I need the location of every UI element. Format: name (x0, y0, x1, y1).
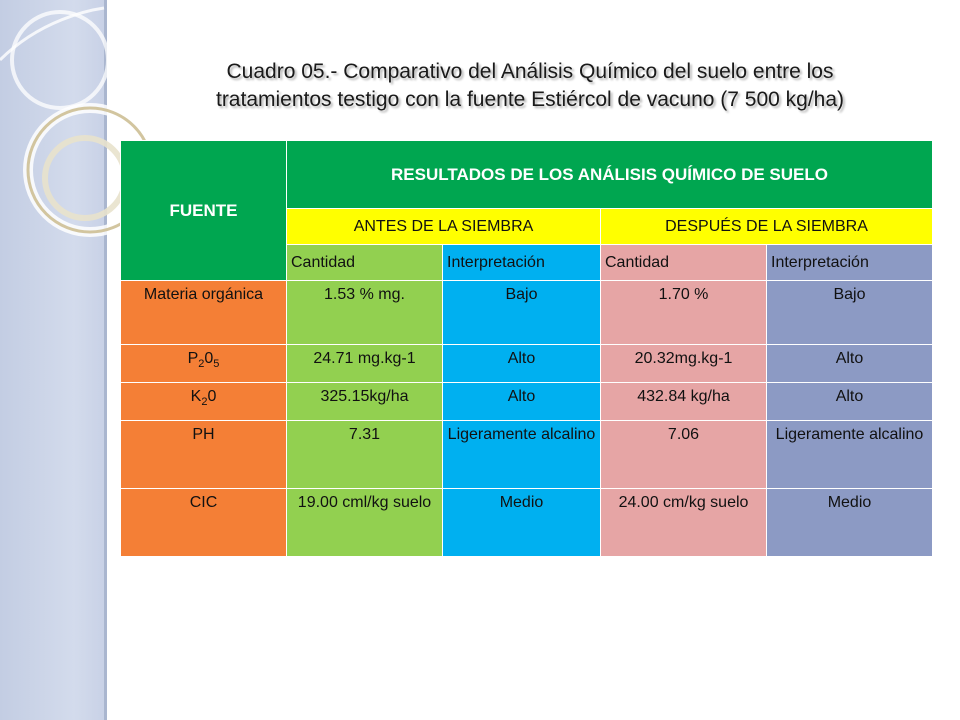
fuente-mid: 0 (204, 350, 214, 367)
fuente-subscript: 2 (201, 396, 208, 409)
table-row (121, 489, 933, 557)
row-cantidad-despues: 432.84 kg/ha (601, 383, 767, 421)
row-cantidad-antes: 325.15kg/ha (287, 383, 443, 421)
row-interp-despues: Alto (767, 345, 933, 383)
sub-header-interp-despues: Interpretación (767, 245, 933, 281)
row-fuente (121, 383, 287, 421)
table-row (121, 421, 933, 489)
ring-small (45, 138, 125, 218)
row-interp-antes: Bajo (443, 281, 601, 345)
slide-title (130, 58, 930, 114)
row-cantidad-antes: 24.71 mg.kg-1 (287, 345, 443, 383)
row-interp-antes: Ligeramente alcalino (443, 421, 601, 489)
row-cantidad-antes: 1.53 % mg. (287, 281, 443, 345)
title-line-1: Cuadro 05.- Comparativo del Análisis Químico del suelo entre los (226, 60, 834, 83)
period-header-despues: DESPUÉS DE LA SIEMBRA (601, 209, 933, 245)
ring-white (12, 12, 108, 108)
sub-header-interp-antes: Interpretación (443, 245, 601, 281)
fuente-header: FUENTE (121, 141, 287, 281)
row-fuente (121, 345, 287, 383)
main-header: RESULTADOS DE LOS ANÁLISIS QUÍMICO DE SUELO (287, 141, 933, 209)
row-cantidad-despues: 20.32mg.kg-1 (601, 345, 767, 383)
period-header-antes: ANTES DE LA SIEMBRA (287, 209, 601, 245)
row-cantidad-despues: 24.00 cm/kg suelo (601, 489, 767, 557)
fuente-mid: 0 (207, 388, 217, 405)
row-interp-despues: Alto (767, 383, 933, 421)
row-interp-despues: Ligeramente alcalino (767, 421, 933, 489)
row-fuente: Materia orgánica (121, 281, 287, 345)
table-row (121, 383, 933, 421)
table-row (121, 345, 933, 383)
fuente-base: K (190, 388, 202, 405)
row-interp-antes: Alto (443, 345, 601, 383)
row-interp-despues: Medio (767, 489, 933, 557)
soil-analysis-table (120, 140, 933, 557)
row-interp-antes: Alto (443, 383, 601, 421)
row-cantidad-antes: 19.00 cml/kg suelo (287, 489, 443, 557)
sub-header-cantidad-antes: Cantidad (287, 245, 443, 281)
table-row (121, 281, 933, 345)
fuente-base: P (187, 350, 199, 367)
row-fuente: CIC (121, 489, 287, 557)
row-interp-antes: Medio (443, 489, 601, 557)
row-interp-despues: Bajo (767, 281, 933, 345)
row-fuente: PH (121, 421, 287, 489)
title-line-2: tratamientos testigo con la fuente Estiércol de vacuno (7 500 kg/ha) (215, 88, 845, 111)
fuente-subscript: 2 (198, 358, 205, 371)
sub-header-cantidad-despues: Cantidad (601, 245, 767, 281)
fuente-subscript: 5 (213, 358, 220, 371)
row-cantidad-despues: 7.06 (601, 421, 767, 489)
row-cantidad-antes: 7.31 (287, 421, 443, 489)
row-cantidad-despues: 1.70 % (601, 281, 767, 345)
